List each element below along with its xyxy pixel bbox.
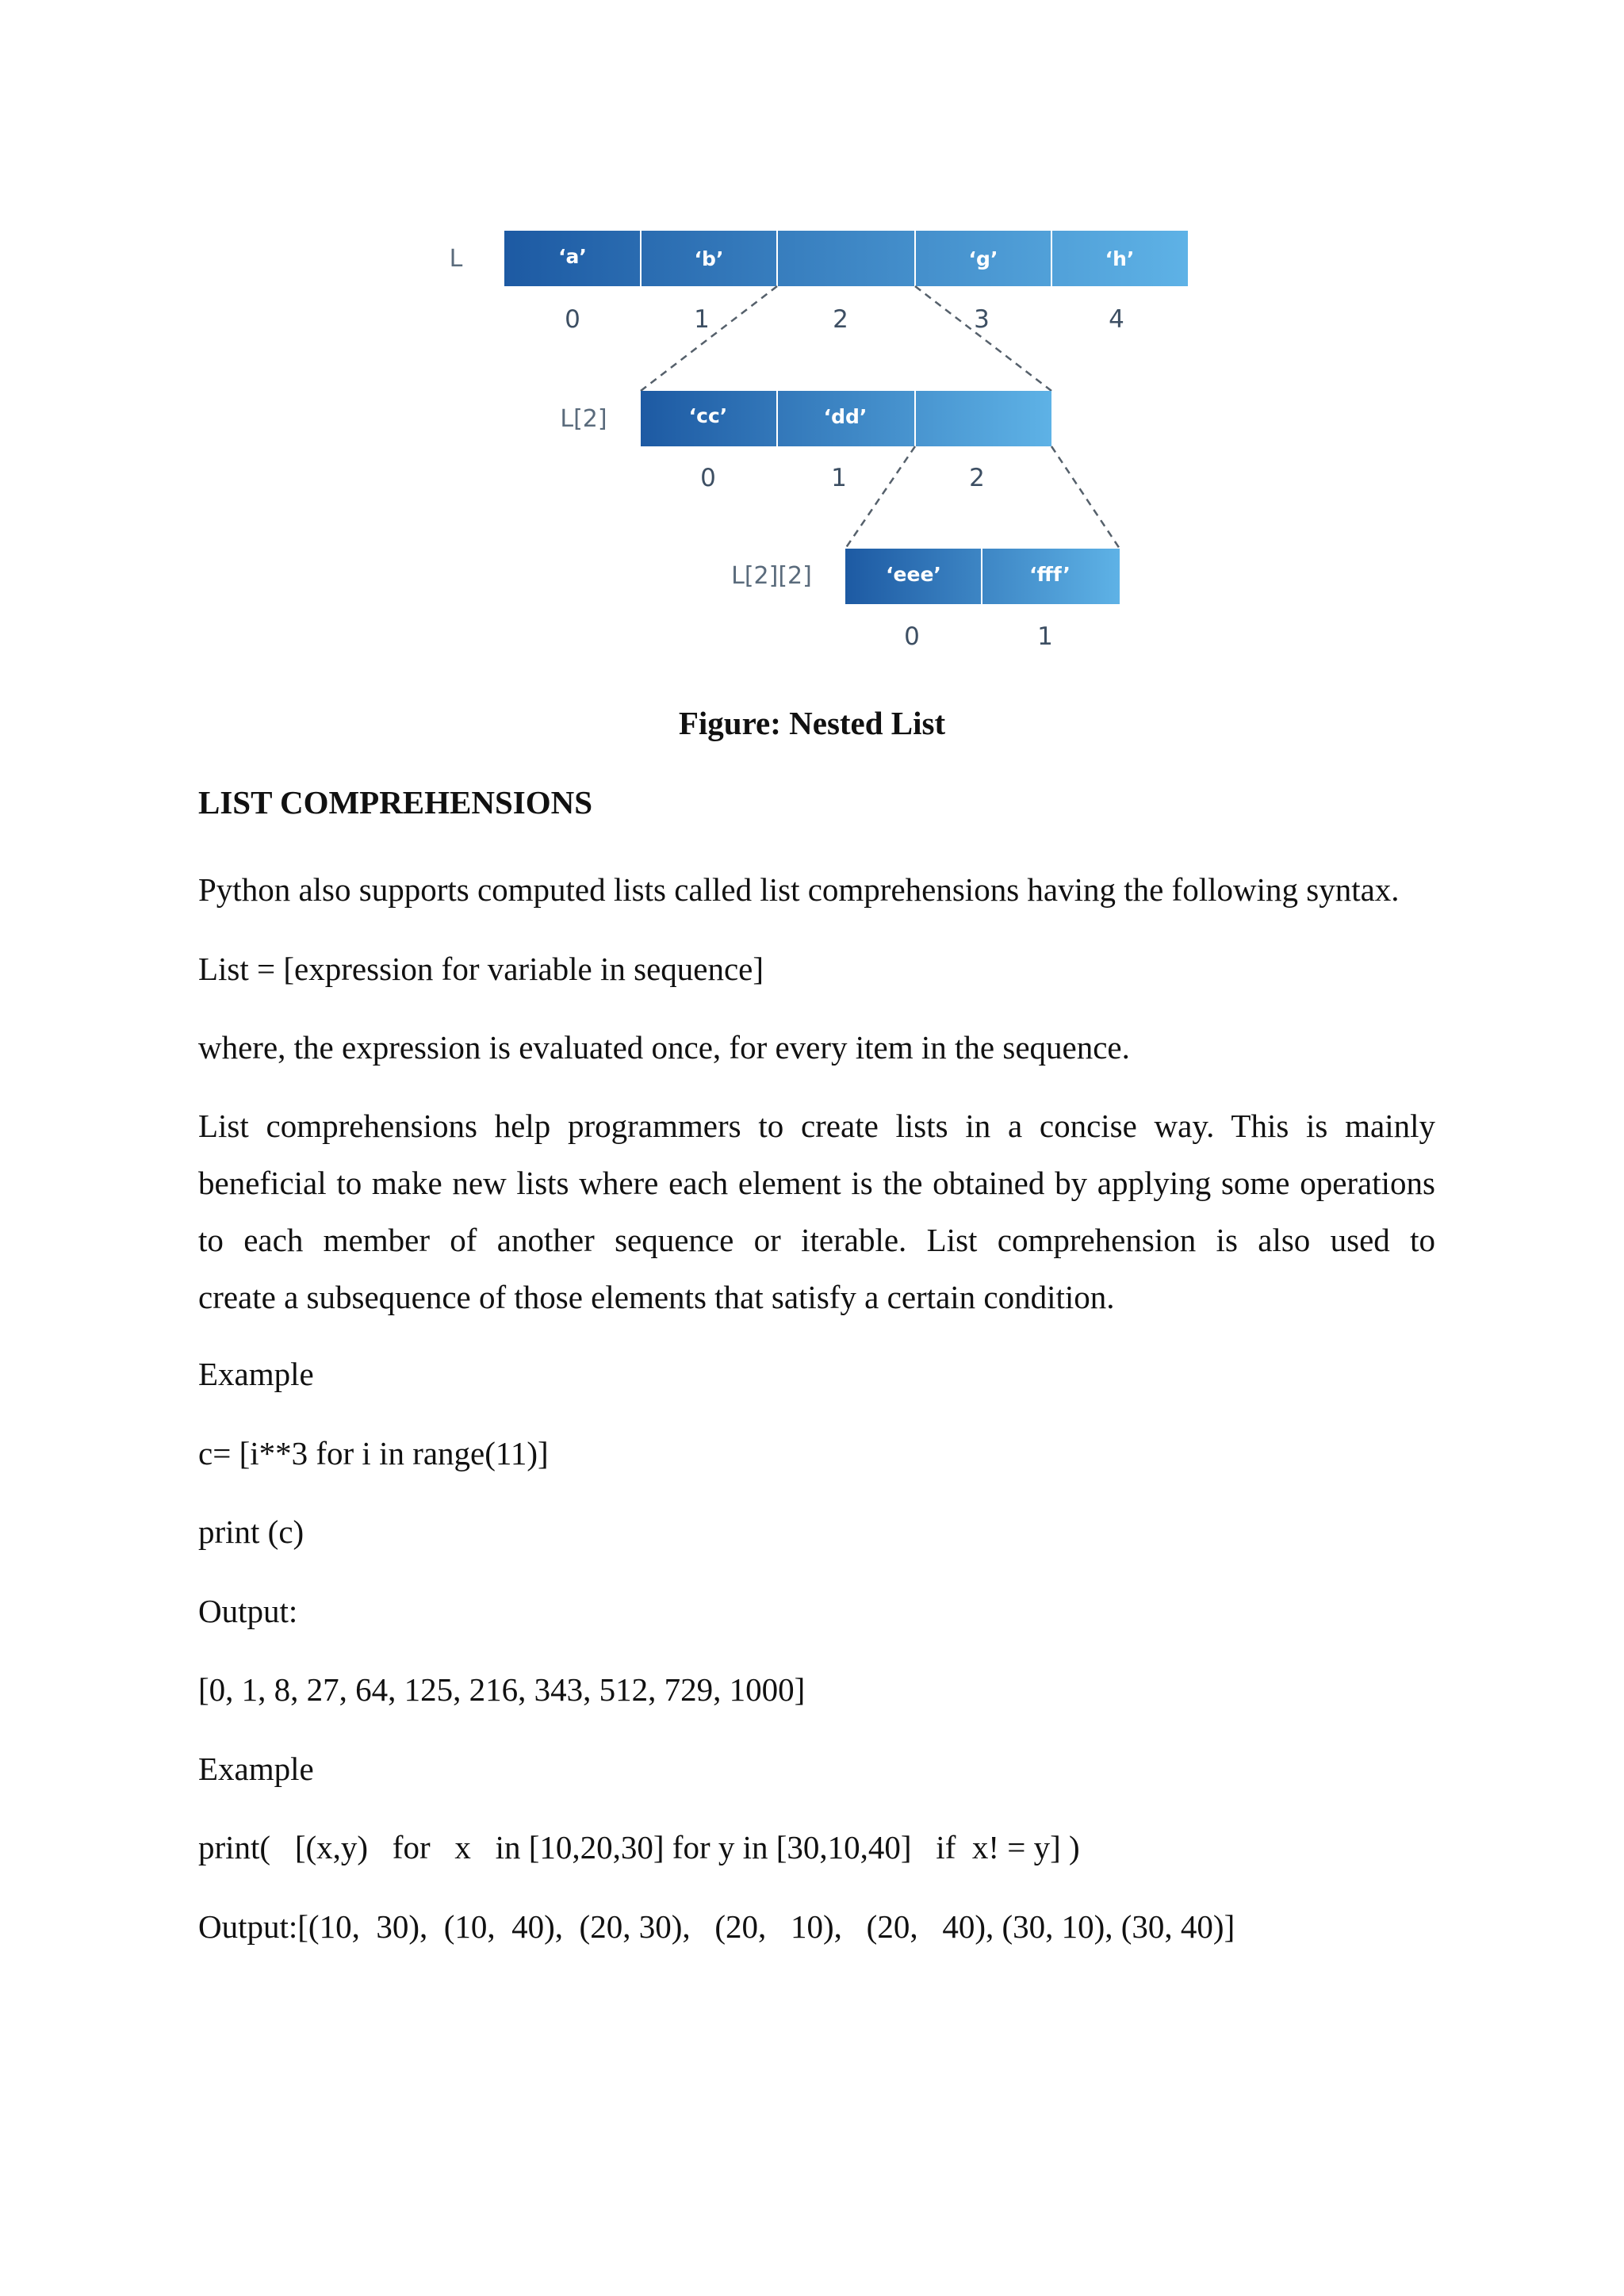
index-l2-0: 0 xyxy=(700,464,716,492)
list-bar-l xyxy=(504,231,1188,286)
example2-code: print( [(x,y) for x in [10,20,30] for y in [30,10,40] if x! = y] ) xyxy=(198,1829,1080,1866)
row-l22 xyxy=(731,549,1120,651)
cell-l-3: ‘g’ xyxy=(968,247,998,270)
figure-caption: Figure: Nested List xyxy=(678,705,946,741)
row-label-l: L xyxy=(449,245,463,273)
output2-line: Output:[(10, 30), (10, 40), (20, 30), (20, 10), (20, 40), (30, 10), (30, 40)] xyxy=(198,1908,1235,1945)
output1-value: [0, 1, 8, 27, 64, 125, 216, 343, 512, 729, 1000] xyxy=(198,1671,806,1708)
example2-label: Example xyxy=(198,1751,314,1787)
output1-label: Output: xyxy=(198,1593,298,1629)
index-l-3: 3 xyxy=(974,305,990,334)
description-line: create a subsequence of those elements that satisfy a certain condition. xyxy=(198,1279,1115,1315)
cell-l2-0: ‘cc’ xyxy=(688,404,728,427)
section-heading: LIST COMPREHENSIONS xyxy=(198,784,593,821)
index-l22-0: 0 xyxy=(904,622,920,651)
example1-print: print (c) xyxy=(198,1513,304,1550)
row-l xyxy=(450,231,1188,334)
connector-l-to-l2 xyxy=(641,286,1051,391)
syntax-line: List = [expression for variable in sequence] xyxy=(198,951,764,987)
row-l2 xyxy=(560,391,1051,492)
example1-label: Example xyxy=(198,1356,314,1392)
intro-paragraph: Python also supports computed lists called list comprehensions having the following syntax. xyxy=(198,871,1400,908)
index-l-4: 4 xyxy=(1109,305,1124,334)
example1-code: c= [i**3 for i in range(11)] xyxy=(198,1435,549,1471)
cell-l22-1: ‘fff’ xyxy=(1029,563,1071,586)
description-line: beneficial to make new lists where each element is the obtained by applying some operations xyxy=(198,1165,1435,1201)
description-line: to each member of another sequence or iterable. List comprehension is also used to xyxy=(198,1222,1435,1258)
where-paragraph: where, the expression is evaluated once, for every item in the sequence. xyxy=(198,1029,1130,1066)
index-l2-2: 2 xyxy=(969,464,985,492)
index-l-0: 0 xyxy=(565,305,580,334)
cell-l-4: ‘h’ xyxy=(1105,247,1135,270)
nested-list-figure xyxy=(0,0,1624,698)
description-line: List comprehensions help programmers to create lists in a concise way. This is mainly xyxy=(198,1108,1435,1144)
cell-l-1: ‘b’ xyxy=(694,247,724,270)
cell-l22-0: ‘eee’ xyxy=(886,563,941,586)
connector-l2-to-l22 xyxy=(845,446,1120,549)
row-label-l2: L[2] xyxy=(560,405,607,433)
index-l2-1: 1 xyxy=(831,464,847,492)
index-l-1: 1 xyxy=(694,305,710,334)
index-l-2: 2 xyxy=(833,305,848,334)
cell-l-0: ‘a’ xyxy=(558,245,587,268)
index-l22-1: 1 xyxy=(1037,622,1053,651)
cell-l2-1: ‘dd’ xyxy=(823,405,868,428)
row-label-l22: L[2][2] xyxy=(731,562,812,590)
description-paragraph xyxy=(198,1106,1435,1334)
